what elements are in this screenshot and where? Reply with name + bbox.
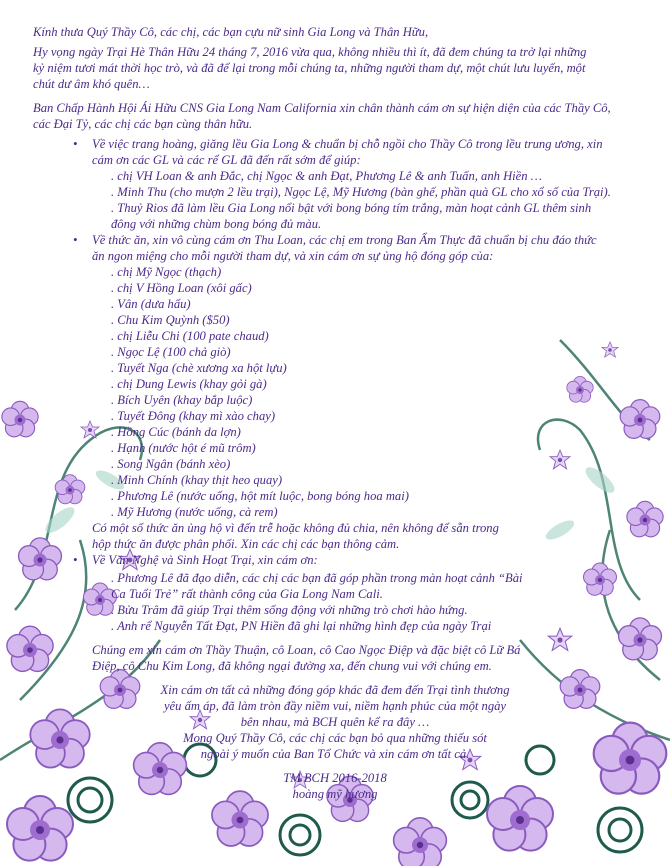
section2-line-1: Về thức ăn, xin vô cùng cám ơn Thu Loan, các chị em trong Ban Ẩm Thực đã chuẩn bị chu đáo thức xyxy=(92,233,597,247)
section2-item: . chị Mỹ Ngọc (thạch) xyxy=(111,265,222,279)
section2-note-line-1: Có một số thức ăn ủng hộ vì đến trễ hoặc không đủ chia, nên không để sẵn trong xyxy=(92,521,499,535)
section3-line: Về Văn Nghệ và Sinh Hoạt Trại, xin cám ơn: xyxy=(92,553,318,567)
signature-name: hoàng mỹ hương xyxy=(292,787,378,801)
bullet-icon: • xyxy=(73,553,78,567)
section2-item: . Hồng Cúc (bánh da lợn) xyxy=(111,425,241,439)
section2-note-line-2: hộp thức ăn được phân phối. Xin các chị các bạn thông cảm. xyxy=(92,537,400,551)
section2-item: . Bích Uyên (khay bắp luộc) xyxy=(111,393,253,407)
greeting: Kính thưa Quý Thầy Cô, các chị, các bạn cựu nữ sinh Gia Long và Thân Hữu, xyxy=(33,25,429,39)
section1-line-1: Về việc trang hoàng, giăng lều Gia Long & chuẩn bị chỗ ngồi cho Thầy Cô trong lều trung ương, xin xyxy=(92,137,603,151)
section2-item: . Chu Kim Quỳnh ($50) xyxy=(111,313,230,327)
section1-item: đông với những chùm bong bóng đủ màu. xyxy=(111,217,322,231)
section2-item: . Tuyết Đông (khay mì xào chay) xyxy=(111,409,276,423)
thanks-intro-line-1: Ban Chấp Hành Hội Ái Hữu CNS Gia Long Nam California xin chân thành cám ơn sự hiện diện của các Thầy Cô, xyxy=(33,101,611,115)
section2-item: . Minh Chính (khay thịt heo quay) xyxy=(111,473,283,487)
section1-line-2: cám ơn các GL và các rể GL đã đến rất sớm để giúp: xyxy=(92,153,361,167)
bullet-icon: • xyxy=(73,233,78,247)
intro-line-2: kỷ niệm tươi mát thời học trò, và đã để lại trong mỗi chúng ta, những người tham dự, một chút lưu luyến, một xyxy=(33,61,586,75)
closing2-line: Mong Quý Thầy Cô, các chị các bạn bỏ qua những thiếu sót xyxy=(183,731,487,745)
intro-line-3: chút dư âm khó quên… xyxy=(33,77,150,91)
closing2-line: yêu ấm áp, đã làm tròn đầy niềm vui, niềm hạnh phúc của một ngày xyxy=(163,699,507,713)
section2-item: . Ngọc Lệ (100 chả giò) xyxy=(111,345,231,359)
section2-item: . chị Dung Lewis (khay gỏi gà) xyxy=(111,377,267,391)
signature-title: TM BCH 2016-2018 xyxy=(283,771,387,785)
bullet-icon: • xyxy=(73,137,78,151)
section2-item: . Phương Lê (nước uống, hột mít luộc, bong bóng hoa mai) xyxy=(111,489,409,503)
section3-item: . Bửu Trâm đã giúp Trại thêm sống động với những trò chơi hào hứng. xyxy=(111,603,468,617)
thanks-intro-line-2: các Đại Tỷ, các chị các bạn cùng thân hữu. xyxy=(33,117,253,131)
section2-item: . Hạnh (nước hột é mũ trôm) xyxy=(111,441,256,455)
section1-item: . Thuỷ Rios đã làm lều Gia Long nổi bật với bong bóng tím trắng, màn hoạt cảnh GL thêm sinh xyxy=(111,201,592,215)
closing2-line: bên nhau, mà BCH quên kể ra đây … xyxy=(240,715,430,729)
closing1-line-1: Chúng em xin cám ơn Thầy Thuận, cô Loan, cô Cao Ngọc Điệp và đặc biệt cô Lữ Bá xyxy=(92,643,521,657)
section3-item: . Phương Lê đã đạo diễn, các chị các bạn đã góp phần trong màn hoạt cảnh “Bài xyxy=(111,571,523,585)
closing1-line-2: Điệp, cô Chu Kim Long, đã không ngại đường xa, đến chung vui với chúng em. xyxy=(92,659,492,673)
section2-line-2: ăn ngon miệng cho mỗi người tham dự, và xin cám ơn sự ủng hộ đóng góp của: xyxy=(92,249,494,263)
closing2-line: Xin cám ơn tất cả những đóng góp khác đã đem đến Trại tình thương xyxy=(160,683,510,697)
section2-item: . Mỹ Hương (nước uống, cà rem) xyxy=(111,505,278,519)
section2-item: . Song Ngân (bánh xèo) xyxy=(111,457,231,471)
section2-item: . chị Liễu Chi (100 pate chaud) xyxy=(111,329,269,343)
section1-item: . chị VH Loan & anh Đắc, chị Ngọc & anh Đạt, Phương Lê & anh Tuấn, anh Hiền … xyxy=(111,169,542,183)
section1-item: . Minh Thu (cho mượn 2 lều trại), Ngọc Lệ, Mỹ Hương (bàn ghế, phần quà GL cho xổ số của Trại). xyxy=(111,185,611,199)
section2-item: . Tuyết Nga (chè xương xa hột lựu) xyxy=(111,361,287,375)
closing2-line: ngoài ý muốn của Ban Tổ Chức và xin cám ơn tất cả. xyxy=(200,747,470,761)
section2-item: . chị V Hồng Loan (xôi gấc) xyxy=(111,281,252,295)
intro-line-1: Hy vọng ngày Trại Hè Thân Hữu 24 tháng 7, 2016 vừa qua, không nhiều thì ít, đã đem chúng ta trở lại những xyxy=(33,45,587,59)
section3-item: Ca Tuổi Trẻ” rất thành công của Gia Long Nam Cali. xyxy=(111,587,383,601)
section3-item: . Anh rể Nguyễn Tất Đạt, PN Hiền đã ghi lại những hình đẹp của ngày Trại xyxy=(111,619,492,633)
section2-item: . Vân (dưa hấu) xyxy=(111,297,191,311)
